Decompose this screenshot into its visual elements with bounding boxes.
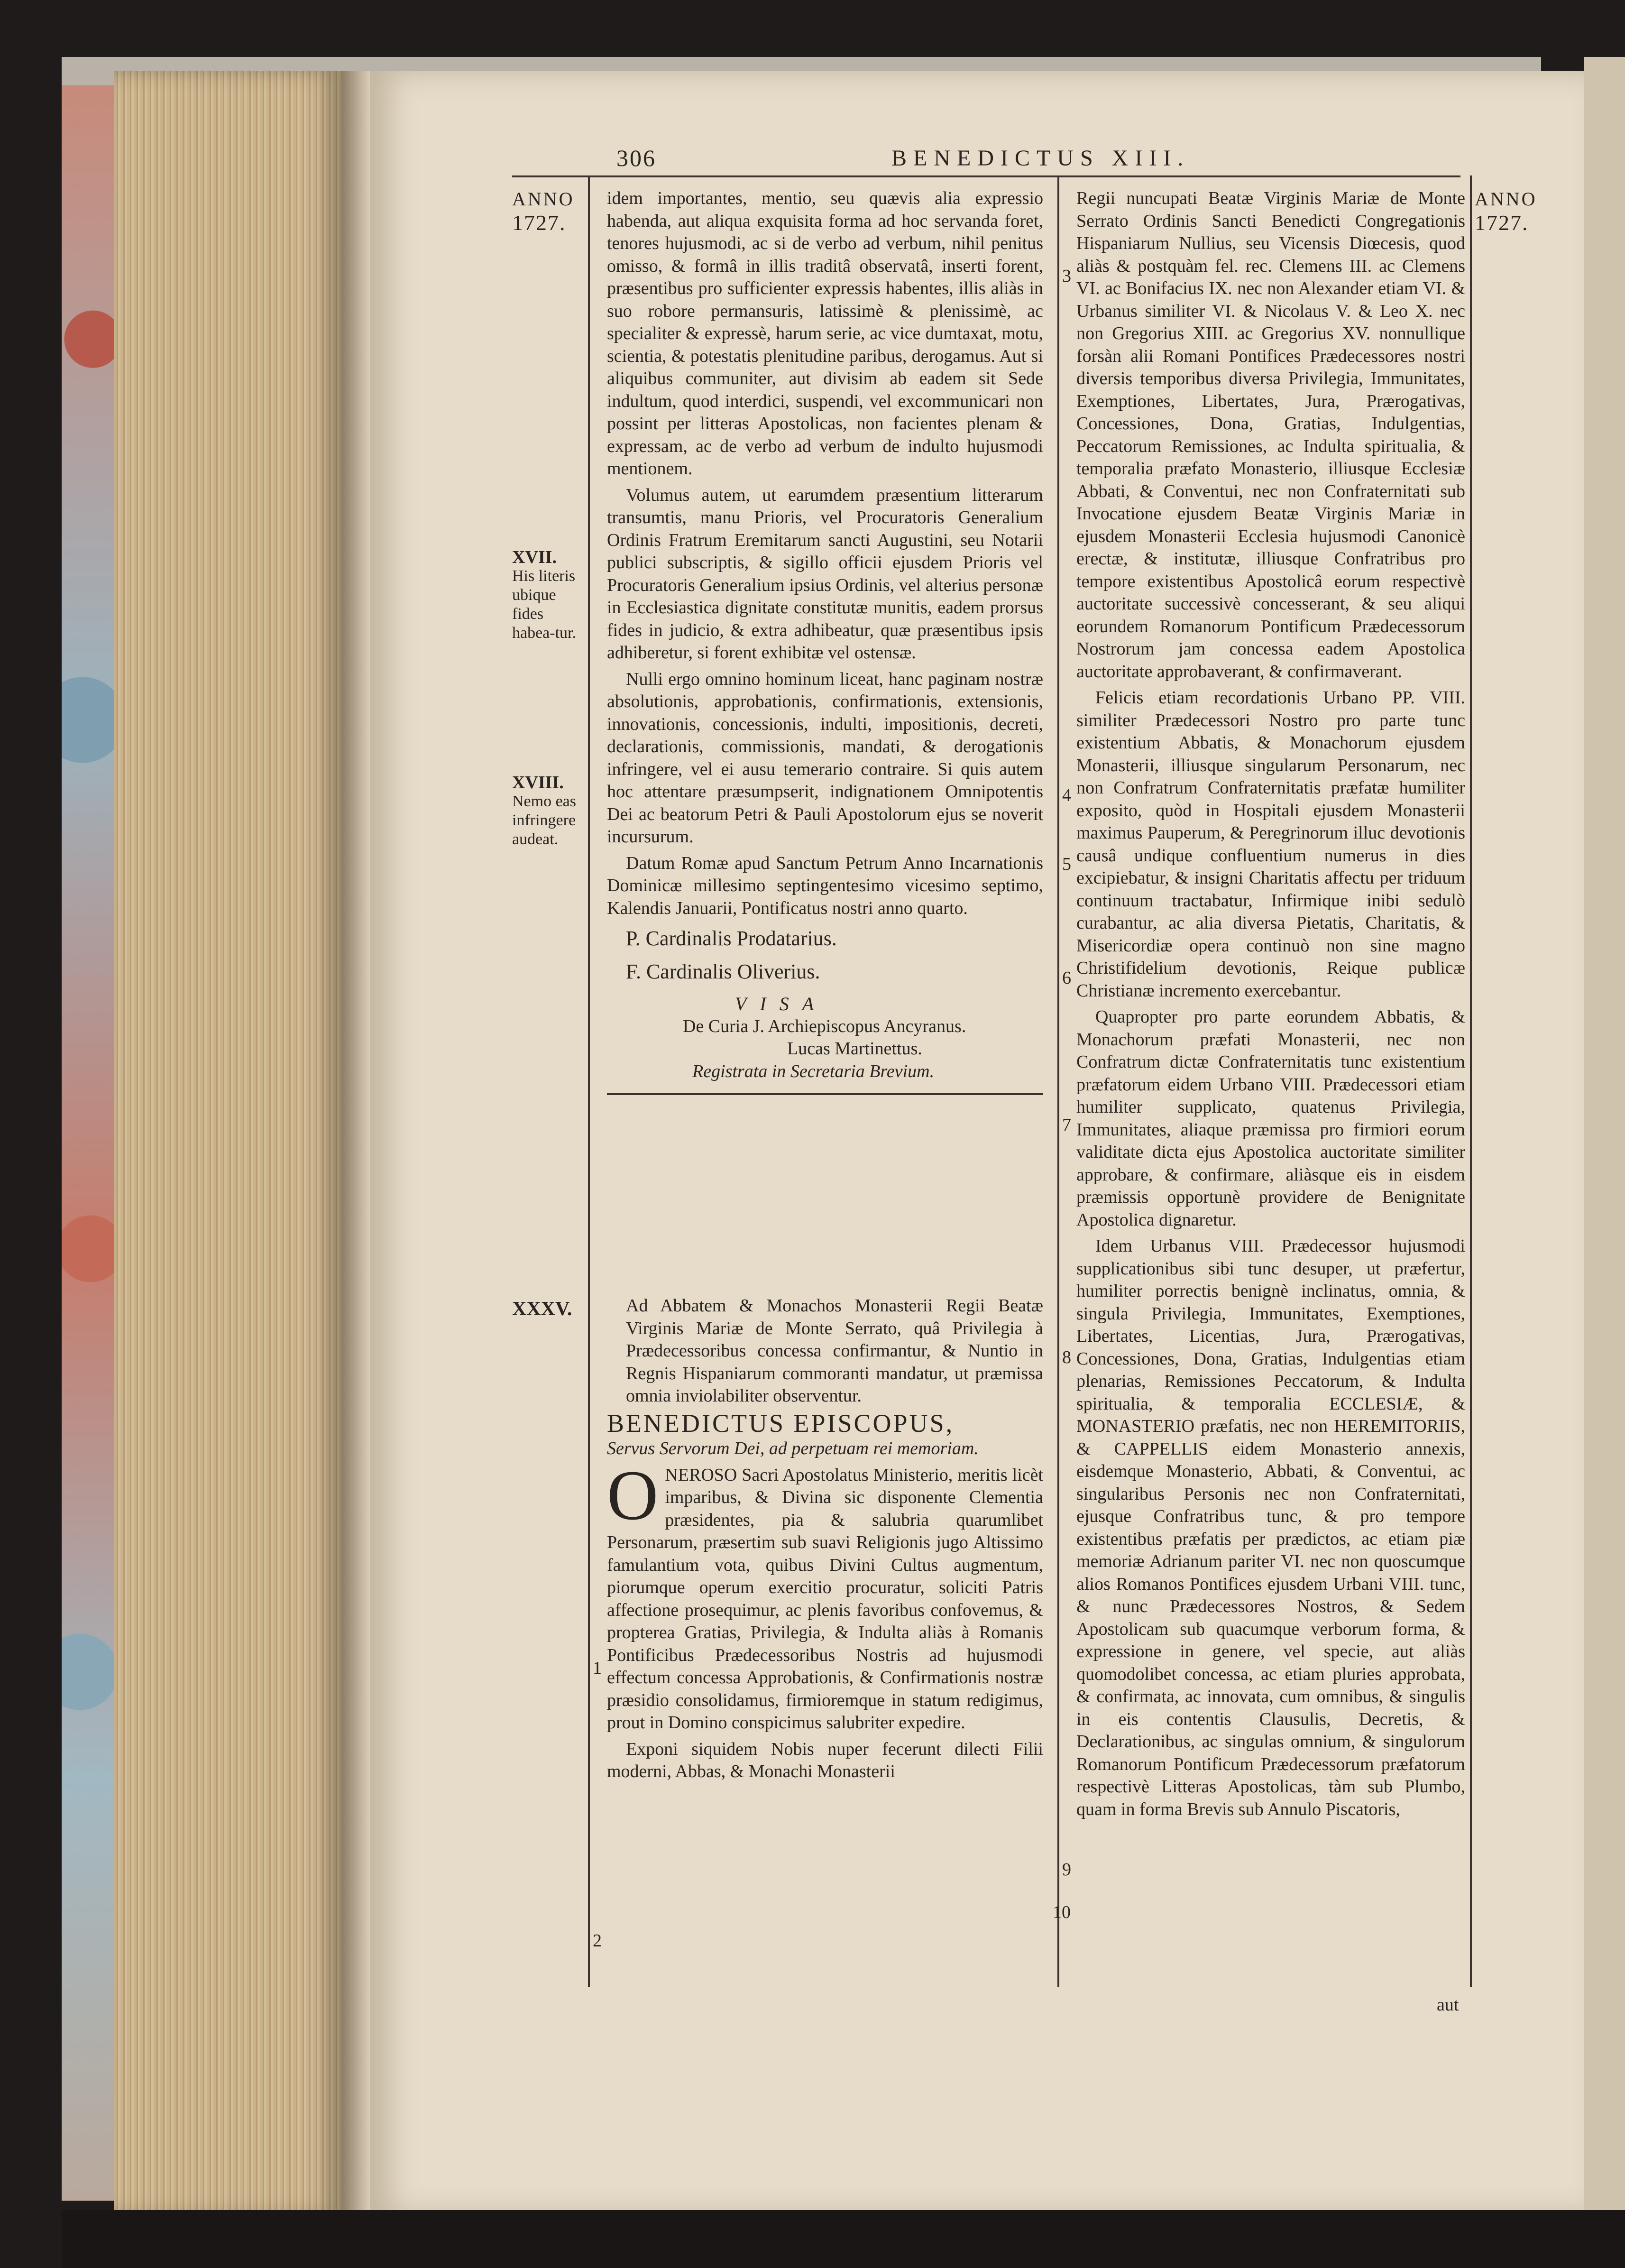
- catchword: aut: [1437, 1995, 1459, 2015]
- anno-year: 1727.: [512, 211, 566, 235]
- paragraph-text: NEROSO Sacri Apostolatus Ministerio, meritis licèt imparibus, & Divina sic disponente Clementia præsidentes, pia & salubria quarumlibet Personarum, præsertim sub suavi Religionis jugo Altissimo famulantium vota, quibus Divini Cultus augmentum, piorumque operum exercitio procuratur, soliciti Patris affectione prosequimur, ac plenis favoribus confovemus, & propterea Gratias, Privilegia, & Indulta aliàs à Romanis Pontificibus Prædecessoribus Nostris ad hujusmodi effectum concessa Approbationis, & Confirmationis nostræ præsidio consolidamus, firmioremque in statum redigimus, prout in Domino conspicimus salubriter expedire.: [607, 1465, 1043, 1733]
- margin-anno-right: [1475, 187, 1560, 235]
- signature: P. Cardinalis Prodatarius.: [626, 927, 837, 950]
- page-block-edges: [114, 71, 341, 2215]
- side-note: His literis ubique fides habea-tur.: [512, 567, 576, 642]
- anno-label: ANNO: [1475, 188, 1537, 210]
- paragraph: Exponi siquidem Nobis nuper fecerunt dilecti Filii moderni, Abbas, & Monachi Monasterii: [607, 1739, 1043, 1781]
- drop-cap: O: [607, 1456, 659, 1535]
- column-left: [607, 187, 1043, 1109]
- gutter-shadow: [341, 71, 370, 2215]
- margin-note-xvii: [512, 548, 588, 643]
- section-subheading: Servus Servorum Dei, ad perpetuam rei memoriam.: [607, 1438, 979, 1458]
- side-note: Nemo eas infringere audeat.: [512, 793, 577, 848]
- opening-paragraph: [607, 1456, 1043, 1734]
- section-summary: Ad Abbatem & Monachos Monasterii Regii Beatæ Virginis Mariæ de Monte Serrato, quâ Privilegia à Prædecessoribus concessa confirmantur, & Nuntio in Regnis Hispaniarum commoranti mandatur, ut præmissa omnia inviolabiliter observentur.: [626, 1296, 1043, 1406]
- anno-label: ANNO: [512, 188, 575, 210]
- paragraph: Volumus autem, ut earumdem præsentium litterarum transumtis, manu Prioris, vel Procuratoris Generalium Ordinis Fratrum Eremitarum sancti Augustini, seu Notarii publici subscriptis, & sigillo officii ejusdem Prioris vel Procuratoris Generalium ipsius Ordinis, vel alterius personæ in Ecclesiastica dignitate constitutæ munitis, eadem prorsus fides in judicio, & extra adhibeatur, quæ præsentibus ipsis adhiberetur, si forent exhibitæ vel ostensæ.: [607, 485, 1043, 663]
- line-number: 1: [593, 1658, 602, 1678]
- signature: F. Cardinalis Oliverius.: [626, 960, 820, 983]
- line-number: 9: [1062, 1860, 1071, 1880]
- running-head: [503, 142, 1456, 171]
- line-number: 8: [1062, 1347, 1071, 1367]
- section-number: XVIII.: [512, 773, 564, 793]
- paragraph: idem importantes, mentio, seu quævis alia expressio habenda, aut aliqua exquisita forma ad hoc servanda foret, tenores hujusmodi, ac si de verbo ad verbum, nihil penitus omisso, & formâ in illis traditâ observatâ, inserti forent, præsentibus pro sufficienter expressis habentes, illis aliàs in suo robore permansuris, latissimè & plenissimè, ac specialiter & expressè, harum serie, ac vice dumtaxat, motu, scientia, & potestatis plenitudine paribus, derogamus. Aut si aliquibus communiter, aut divisim ab eadem sit Sede indultum, quod interdici, suspendi, vel excommunicari non possint per litteras Apostolicas, non facientes plenam & expressam, ac de verbo ad verbum de indulto hujusmodi mentionem.: [607, 188, 1043, 479]
- margin-rule-right: [1470, 175, 1472, 1987]
- anno-year: 1727.: [1475, 211, 1529, 235]
- line-number: 7: [1062, 1115, 1071, 1135]
- section-number: XVII.: [512, 547, 557, 567]
- background-bottom: [62, 2210, 1625, 2268]
- column-right: [1076, 187, 1465, 1825]
- column-rule-center: [1057, 175, 1059, 1987]
- marbled-cover-edge: [62, 85, 114, 2201]
- registrata-line: Registrata in Secretaria Brevium.: [692, 1061, 935, 1081]
- line-number: 4: [1062, 785, 1071, 805]
- line-number: 3: [1062, 266, 1071, 286]
- margin-note-xviii: [512, 773, 588, 849]
- paragraph: Regii nuncupati Beatæ Virginis Mariæ de Monte Serrato Ordinis Sancti Benedicti Congregationis Hispaniarum Nullius, seu Vicensis Diœcesis, quod aliàs & postquàm fel. rec. Clemens III. ac Clemens VI. ac Bonifacius IX. nec non Alexander etiam VI. & Urbanus similiter VI. & Nicolaus V. & Leo X. nec non Gregorius XIII. ac Gregorius XV. nonnullique forsàn alii Romani Pontifices Prædecessores nostri diversis temporibus diversa Privilegia, Immunitates, Exemptiones, Libertates, Jura, Prærogativas, Concessiones, Dona, Gratias, Indulgentias, Peccatorum Remissiones, ac Indulta spiritualia, & temporalia præfato Monasterio, illiusque Ecclesiæ Abbati, & Conventui, nec non Confraternitati sub Invocatione ejusdem Beatæ Virginis Mariæ in ejusdem Monasterii Ecclesia hujusmodi Canonicè erectæ, & institutæ, illiusque Confratribus pro tempore existentibus Apostolicâ eorum respectivè auctoritate successivè concesserant, & seu aliqui eorundem Romanorum Pontificum Prædecessorum Nostrorum jam concessa eadem Apostolica auctoritate approbaverant, & confirmaverant.: [1076, 188, 1465, 682]
- paragraph: Datum Romæ apud Sanctum Petrum Anno Incarnationis Dominicæ millesimo septingentesimo vicesimo septimo, Kalendis Januarii, Pontificatus nostri anno quarto.: [607, 853, 1043, 918]
- paragraph: Quapropter pro parte eorundem Abbatis, & Monachorum præfati Monasterii, nec non Confratrum dictæ Confraternitatis tunc existentium præfatorum eidem Urbano VIII. Prædecessori etiam humiliter supplicato, quatenus Privilegia, Immunitates, aliaque præmissa pro firmiori eorum validitate dicta ejus Apostolica auctoritate similiter approbare, & confirmare, aliàsque eis in eisdem præmissis opportunè providere de Benignitate Apostolica dignaretur.: [1076, 1007, 1465, 1230]
- margin-anno-left: [512, 187, 588, 235]
- lucas-line: Lucas Martinettus.: [787, 1039, 922, 1059]
- line-number: 2: [593, 1931, 602, 1951]
- section-number-xxxv: XXXV.: [512, 1298, 572, 1320]
- line-number: 10: [1053, 1902, 1071, 1922]
- page-number: 306: [616, 145, 656, 171]
- paragraph: Nulli ergo omnino hominum liceat, hanc paginam nostræ absolutionis, approbationis, confirmationis, extensionis, innovationis, concessionis, indulti, impositionis, decreti, declarationis, commissionis, mandati, & derogationis infringere, vel ei ausu temerario contraire. Si quis autem hoc attentare præsumpserit, indignationem Omnipotentis Dei ac beatorum Petri & Pauli Apostolorum ejus se noverit incursurum.: [607, 669, 1043, 847]
- section-heading: BENEDICTUS EPISCOPUS,: [607, 1409, 955, 1438]
- header-rule: [512, 175, 1460, 177]
- line-number: 6: [1062, 968, 1071, 988]
- section-separator: [607, 1093, 1043, 1095]
- curia-line: De Curia J. Archiepiscopus Ancyranus.: [683, 1016, 966, 1036]
- margin-rule-left: [588, 175, 590, 1987]
- paragraph: Idem Urbanus VIII. Prædecessor hujusmodi supplicationibus sibi tunc desuper, ut præfertur, humiliter porrectis benignè inclinatus, omnia, & singula Privilegia, Immunitates, Exemptiones, Libertates, Licentias, Jura, Prærogativas, Concessiones, Dona, Gratias, Indulgentias etiam plenarias, Remissiones Peccatorum, & Indulta spiritualia, & temporalia ECCLESIÆ, & MONASTERIO præfatis, nec non HEREMITORIIS, & CAPPELLIS eidem Monasterio annexis, eisdemque Monasterio, Abbati, & Conventui, ac singularibus Personis nec non Confraternitati, ejusque Confratribus tunc, & pro tempore existentibus præfatis per prædictos, ac etiam piæ memoriæ Adrianum pariter VI. nec non quoscumque alios Romanos Pontifices ejusdem Urbani VIII. tunc, & nunc Prædecessores Nostros, & Sedem Apostolicam sub quacumque verborum forma, & expressione in genere, vel specie, aut aliàs quomodolibet concessa, ac etiam pluries approbata, & confirmata, ac innovata, cum omnibus, & singulis in eis contentis Clausulis, Decretis, & Declarationibus, ac singulas omnium, & singulorum Romanorum Pontificum Prædecessorum præfatorum respectivè Litteras Apostolicas, tàm sub Plumbo, quam in forma Brevis sub Annulo Piscatoris,: [1076, 1236, 1465, 1819]
- running-title: BENEDICTUS XIII.: [891, 146, 1190, 171]
- facing-page-edge: [1584, 57, 1625, 2220]
- column-left-new-section: [607, 1295, 1043, 1787]
- visa-label: VISA: [735, 993, 827, 1014]
- paragraph: Felicis etiam recordationis Urbano PP. VIII. similiter Prædecessori Nostro pro parte tunc existentium Abbatis, & Monachorum ejusdem Monasterii, illiusque singularum Personarum, nec non Confratrum Confraternitatis præfatæ humiliter exposito, quòd in Hospitali ejusdem Monasterii maximus Pauperum, & Peregrinorum illuc devotionis causâ undique confluentium numerus in dies excipiebatur, & insigni Charitatis affectu per triduum continuum tractabatur, Infirmique inibi sedulò curabantur, ac alia diversa Pietatis, Charitatis, & Misericordiæ opera continuò non sine magno Christifidelium devotionis, Reique publicæ Christianæ incremento exercebantur.: [1076, 688, 1465, 1001]
- line-number: 5: [1062, 854, 1071, 874]
